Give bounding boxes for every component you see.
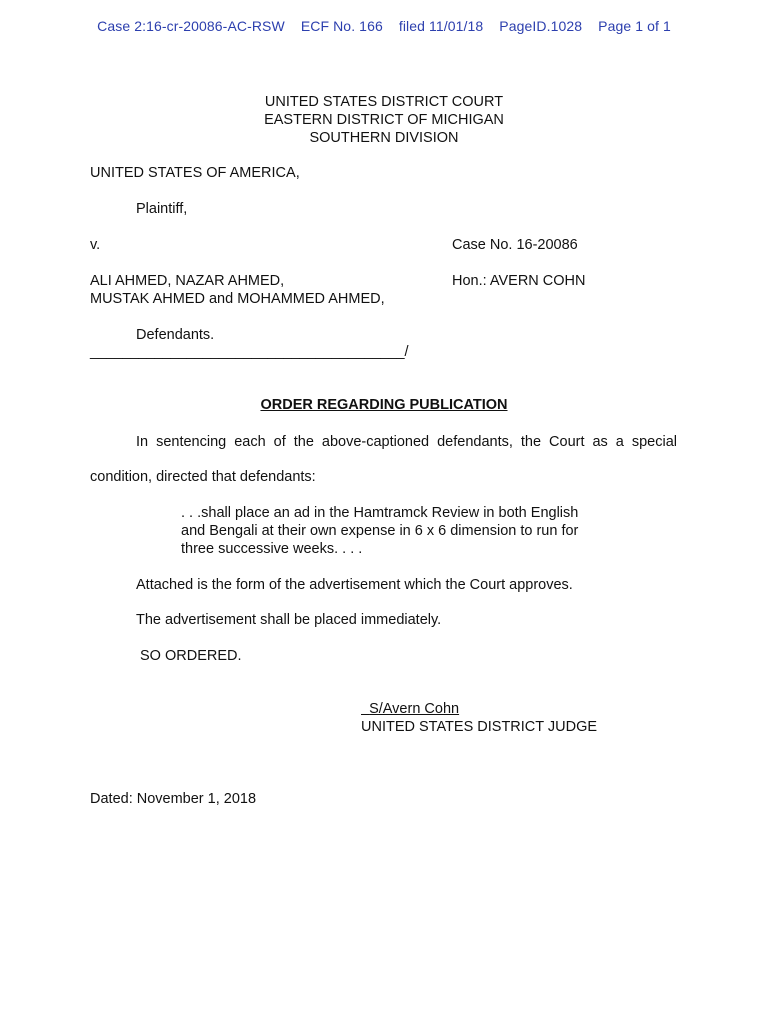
order-title: ORDER REGARDING PUBLICATION — [260, 397, 508, 413]
ecf-header-stamp — [0, 18, 768, 34]
case-number: Case No. 16-20086 — [452, 237, 578, 253]
paragraph-3: The advertisement shall be placed immediately. — [136, 612, 442, 628]
dated-line: Dated: November 1, 2018 — [90, 791, 257, 807]
judge-name: Hon.: AVERN COHN — [452, 273, 586, 289]
caption-rule: _______________________________________/ — [90, 344, 409, 360]
paragraph-2: Attached is the form of the advertisement which the Court approves. — [136, 577, 573, 593]
defendants-names-line-1: ALI AHMED, NAZAR AHMED, — [90, 273, 285, 289]
case-number-stamp: Case 2:16-cr-20086-AC-RSW — [97, 18, 285, 34]
quote-line-3: three successive weeks. . . . — [181, 541, 363, 557]
signature-block — [361, 700, 459, 718]
judge-signature: S/Avern Cohn — [369, 701, 460, 717]
page-count-stamp: Page 1 of 1 — [598, 18, 671, 34]
court-name-line-2: EASTERN DISTRICT OF MICHIGAN — [264, 112, 504, 128]
ecf-number-stamp: ECF No. 166 — [300, 18, 383, 34]
versus-label: v. — [90, 237, 101, 253]
so-ordered: SO ORDERED. — [140, 648, 242, 664]
plaintiff-name: UNITED STATES OF AMERICA, — [90, 165, 300, 181]
court-name-block — [0, 93, 768, 147]
quote-line-1: . . .shall place an ad in the Hamtramck Review in both English — [181, 505, 579, 521]
defendants-names-line-2: MUSTAK AHMED and MOHAMMED AHMED, — [90, 291, 385, 307]
page-id-stamp: PageID.1028 — [499, 18, 583, 34]
defendants-role: Defendants. — [136, 327, 215, 343]
court-name-line-1: UNITED STATES DISTRICT COURT — [264, 94, 504, 110]
court-name-line-3: SOUTHERN DIVISION — [309, 130, 459, 146]
judge-title: UNITED STATES DISTRICT JUDGE — [361, 719, 598, 735]
quoted-condition — [181, 504, 578, 558]
plaintiff-role: Plaintiff, — [136, 201, 188, 217]
paragraph-1-line-2: condition, directed that defendants: — [90, 469, 316, 485]
quote-line-2: and Bengali at their own expense in 6 x 6 dimension to run for — [181, 523, 579, 539]
paragraph-1-line-1: In sentencing each of the above-captioned defendants, the Court as a special — [136, 434, 677, 450]
filed-date-stamp: filed 11/01/18 — [398, 18, 484, 34]
